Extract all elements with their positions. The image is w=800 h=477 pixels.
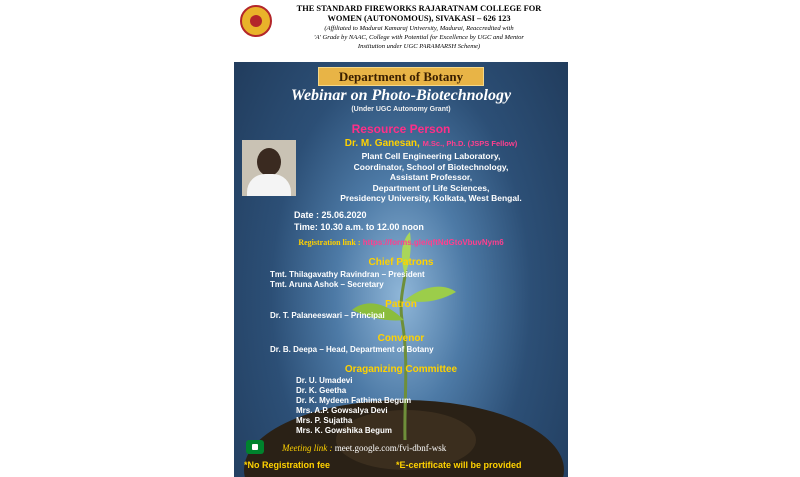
- organizer-line: Dr. K. Geetha: [296, 386, 347, 395]
- organizer-line: Dr. K. Mydeen Fathima Begum: [296, 396, 412, 405]
- affiliation-line3: Institution under UGC PARAMARSH Scheme): [357, 43, 481, 50]
- organizing-heading: Oraganizing Committee: [344, 364, 458, 375]
- meeting-label: Meeting link :: [282, 443, 333, 453]
- organizer-line: Dr. U. Umadevi: [296, 376, 353, 385]
- organizer-line: Mrs. P. Sujatha: [296, 416, 353, 425]
- certificate-note: *E-certificate will be provided: [396, 460, 522, 470]
- resource-person-heading: Resource Person: [351, 122, 451, 136]
- webinar-title: Webinar on Photo-Biotechnology: [290, 87, 512, 104]
- chief-patrons-heading: Chief Patrons: [368, 257, 434, 268]
- meeting-link[interactable]: meet.google.com/fvi-dbnf-wsk: [334, 443, 447, 453]
- college-name-line2: WOMEN (AUTONOMOUS), SIVAKASI – 626 123: [327, 14, 511, 23]
- speaker-name: Dr. M. Ganesan,: [344, 138, 420, 149]
- speaker-line: Assistant Professor,: [389, 172, 473, 182]
- chief-patron-line: Tmt. Aruna Ashok – Secretary: [270, 280, 384, 289]
- chief-patron-line: Tmt. Thilagavathy Ravindran – President: [270, 270, 425, 279]
- event-date: Date : 25.06.2020: [294, 210, 367, 220]
- department-banner: Department of Botany: [318, 67, 484, 86]
- college-header: [234, 0, 568, 62]
- patron-line: Dr. T. Palaneeswari – Principal: [270, 311, 385, 320]
- affiliation-line2: 'A' Grade by NAAC, College with Potential for Excellence by UGC and Mentor: [314, 34, 524, 41]
- registration-label: Registration link :: [298, 238, 361, 247]
- speaker-line: Department of Life Sciences,: [372, 182, 490, 193]
- webinar-poster: [234, 0, 568, 477]
- speaker-shirt: [247, 174, 291, 196]
- grant-note: (Under UGC Autonomy Grant): [351, 106, 451, 113]
- event-datetime: [294, 209, 424, 233]
- college-info: [274, 4, 564, 51]
- registration-link[interactable]: https://forms.gle/qftNdGtoVbuvNym6: [362, 238, 504, 247]
- speaker-name-line: [294, 138, 568, 149]
- event-time: Time: 10.30 a.m. to 12.00 noon: [294, 222, 424, 232]
- google-meet-icon: [246, 440, 264, 454]
- meeting-row: [282, 443, 446, 453]
- college-name-line1: THE STANDARD FIREWORKS RAJARATNAM COLLEGE FOR: [296, 4, 542, 13]
- speaker-face: [257, 148, 281, 176]
- college-logo-icon: [240, 5, 272, 37]
- speaker-qualification: M.Sc., Ph.D. (JSPS Fellow): [422, 139, 518, 148]
- convenor-line: Dr. B. Deepa – Head, Department of Botany: [270, 345, 434, 354]
- speaker-affiliation: [294, 151, 568, 204]
- organizer-line: Mrs. K. Gowshika Begum: [296, 426, 393, 435]
- speaker-photo: [242, 140, 296, 196]
- convenor-heading: Convenor: [377, 333, 425, 344]
- affiliation-line1: (Affiliated to Madurai Kamaraj University, Madurai, Reaccredited with: [324, 25, 514, 32]
- speaker-line: Presidency University, Kolkata, West Bengal.: [340, 193, 522, 203]
- speaker-line: Plant Cell Engineering Laboratory,: [361, 151, 501, 161]
- no-fee-note: *No Registration fee: [244, 460, 331, 470]
- patron-heading: Patron: [385, 299, 417, 310]
- registration-row: [234, 238, 568, 247]
- organizer-line: Mrs. A.P. Gowsalya Devi: [296, 406, 388, 415]
- speaker-line: Coordinator, School of Biotechnology,: [353, 161, 509, 172]
